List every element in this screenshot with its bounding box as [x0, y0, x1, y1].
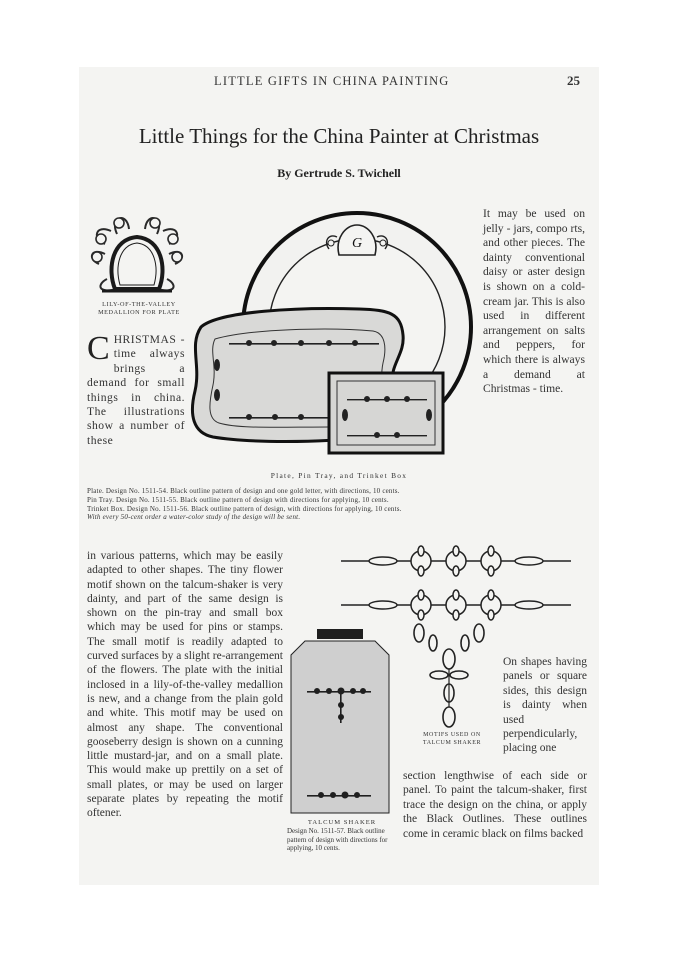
credit-pin-tray: Pin Tray. Design No. 1511-55. Black outline pattern of design with directions for applying, 10 cents.	[87, 495, 389, 504]
magazine-page	[79, 67, 599, 885]
page-number: 25	[567, 73, 580, 88]
plate-pintray-box-illustration	[189, 215, 479, 455]
talcum-caption-title: TALCUM SHAKER	[307, 819, 377, 826]
talcum-caption	[287, 819, 397, 853]
design-credits	[87, 487, 593, 522]
right-bottom-column: section lengthwise of each side or panel. To paint the talcum-shaker, first trace the design on the china, or apply the Black Outlines. These outlines come in ceramic black on films backed	[403, 770, 587, 840]
left-column-body: in various patterns, which may be easily adapted to other shapes. The tiny flower motif shown on the talcum-shaker is very dainty, and part of the same design is shown on the pin-tray and small box which may be used for pins or stamps. The small motif is readily adapted to curved surfaces by a slight re-arrangement of the flowers. The plate with the initial inclosed in a lily-of-the-valley medallion is new, and a change from the plain gold and white. This motif may be used on almost any shape. The conventional gooseberry design is shown on a cunning little mustard-jar, and on a small plate. This would make up prettily on a set of small plates, or may be used on larger separate plates by repeating the motif oftener.	[87, 550, 283, 820]
plate-initial: G	[351, 236, 363, 251]
article-title: Little Things for the China Painter at Christmas	[138, 124, 540, 148]
medallion-caption: LILY-OF-THE-VALLEY MEDALLION FOR PLATE	[98, 301, 180, 316]
intro-text: HRISTMAS - time always brings a demand for small things in china. The illustrations show a number of these	[87, 333, 185, 447]
talcum-caption-text: Design No. 1511-57. Black outline pattern of design with directions for applying, 10 cents.	[287, 827, 388, 853]
credit-trinket-box: Trinket Box. Design No. 1511-56. Black outline pattern of design, with directions for applying, 10 cents.	[87, 504, 402, 513]
motif-border-top	[341, 547, 571, 575]
lily-medallion-illustration	[87, 209, 187, 299]
drop-cap: C	[87, 330, 110, 367]
top-right-column: It may be used on jelly - jars, compo rts, and other pieces. The dainty conventional daisy or aster design is shown on a cold-cream jar. This is also used in different arrangement on salts and peppers, for which there is always a demand at Christmas - time.	[483, 207, 585, 396]
byline: By Gertrude S. Twichell	[277, 166, 401, 180]
credit-plate: Plate. Design No. 1511-54. Black outline pattern of design and one gold letter, with directions, 10 cents.	[87, 487, 400, 495]
motifs-caption: MOTIFS USED ON TALCUM SHAKER	[422, 732, 482, 746]
motif-border-middle	[341, 591, 571, 619]
talcum-shaker-illustration	[287, 629, 393, 813]
right-narrow-column: On shapes having panels or square sides, this design is dainty when used perpendicularly, placing one	[503, 656, 587, 755]
plate-caption: Plate, Pin Tray, and Trinket Box	[270, 471, 408, 480]
intro-paragraph	[87, 330, 185, 448]
motif-vertical	[399, 623, 499, 727]
credit-offer: With every 50-cent order a water-color study of the design will be sent.	[87, 513, 301, 522]
running-head: LITTLE GIFTS IN CHINA PAINTING	[214, 74, 450, 88]
